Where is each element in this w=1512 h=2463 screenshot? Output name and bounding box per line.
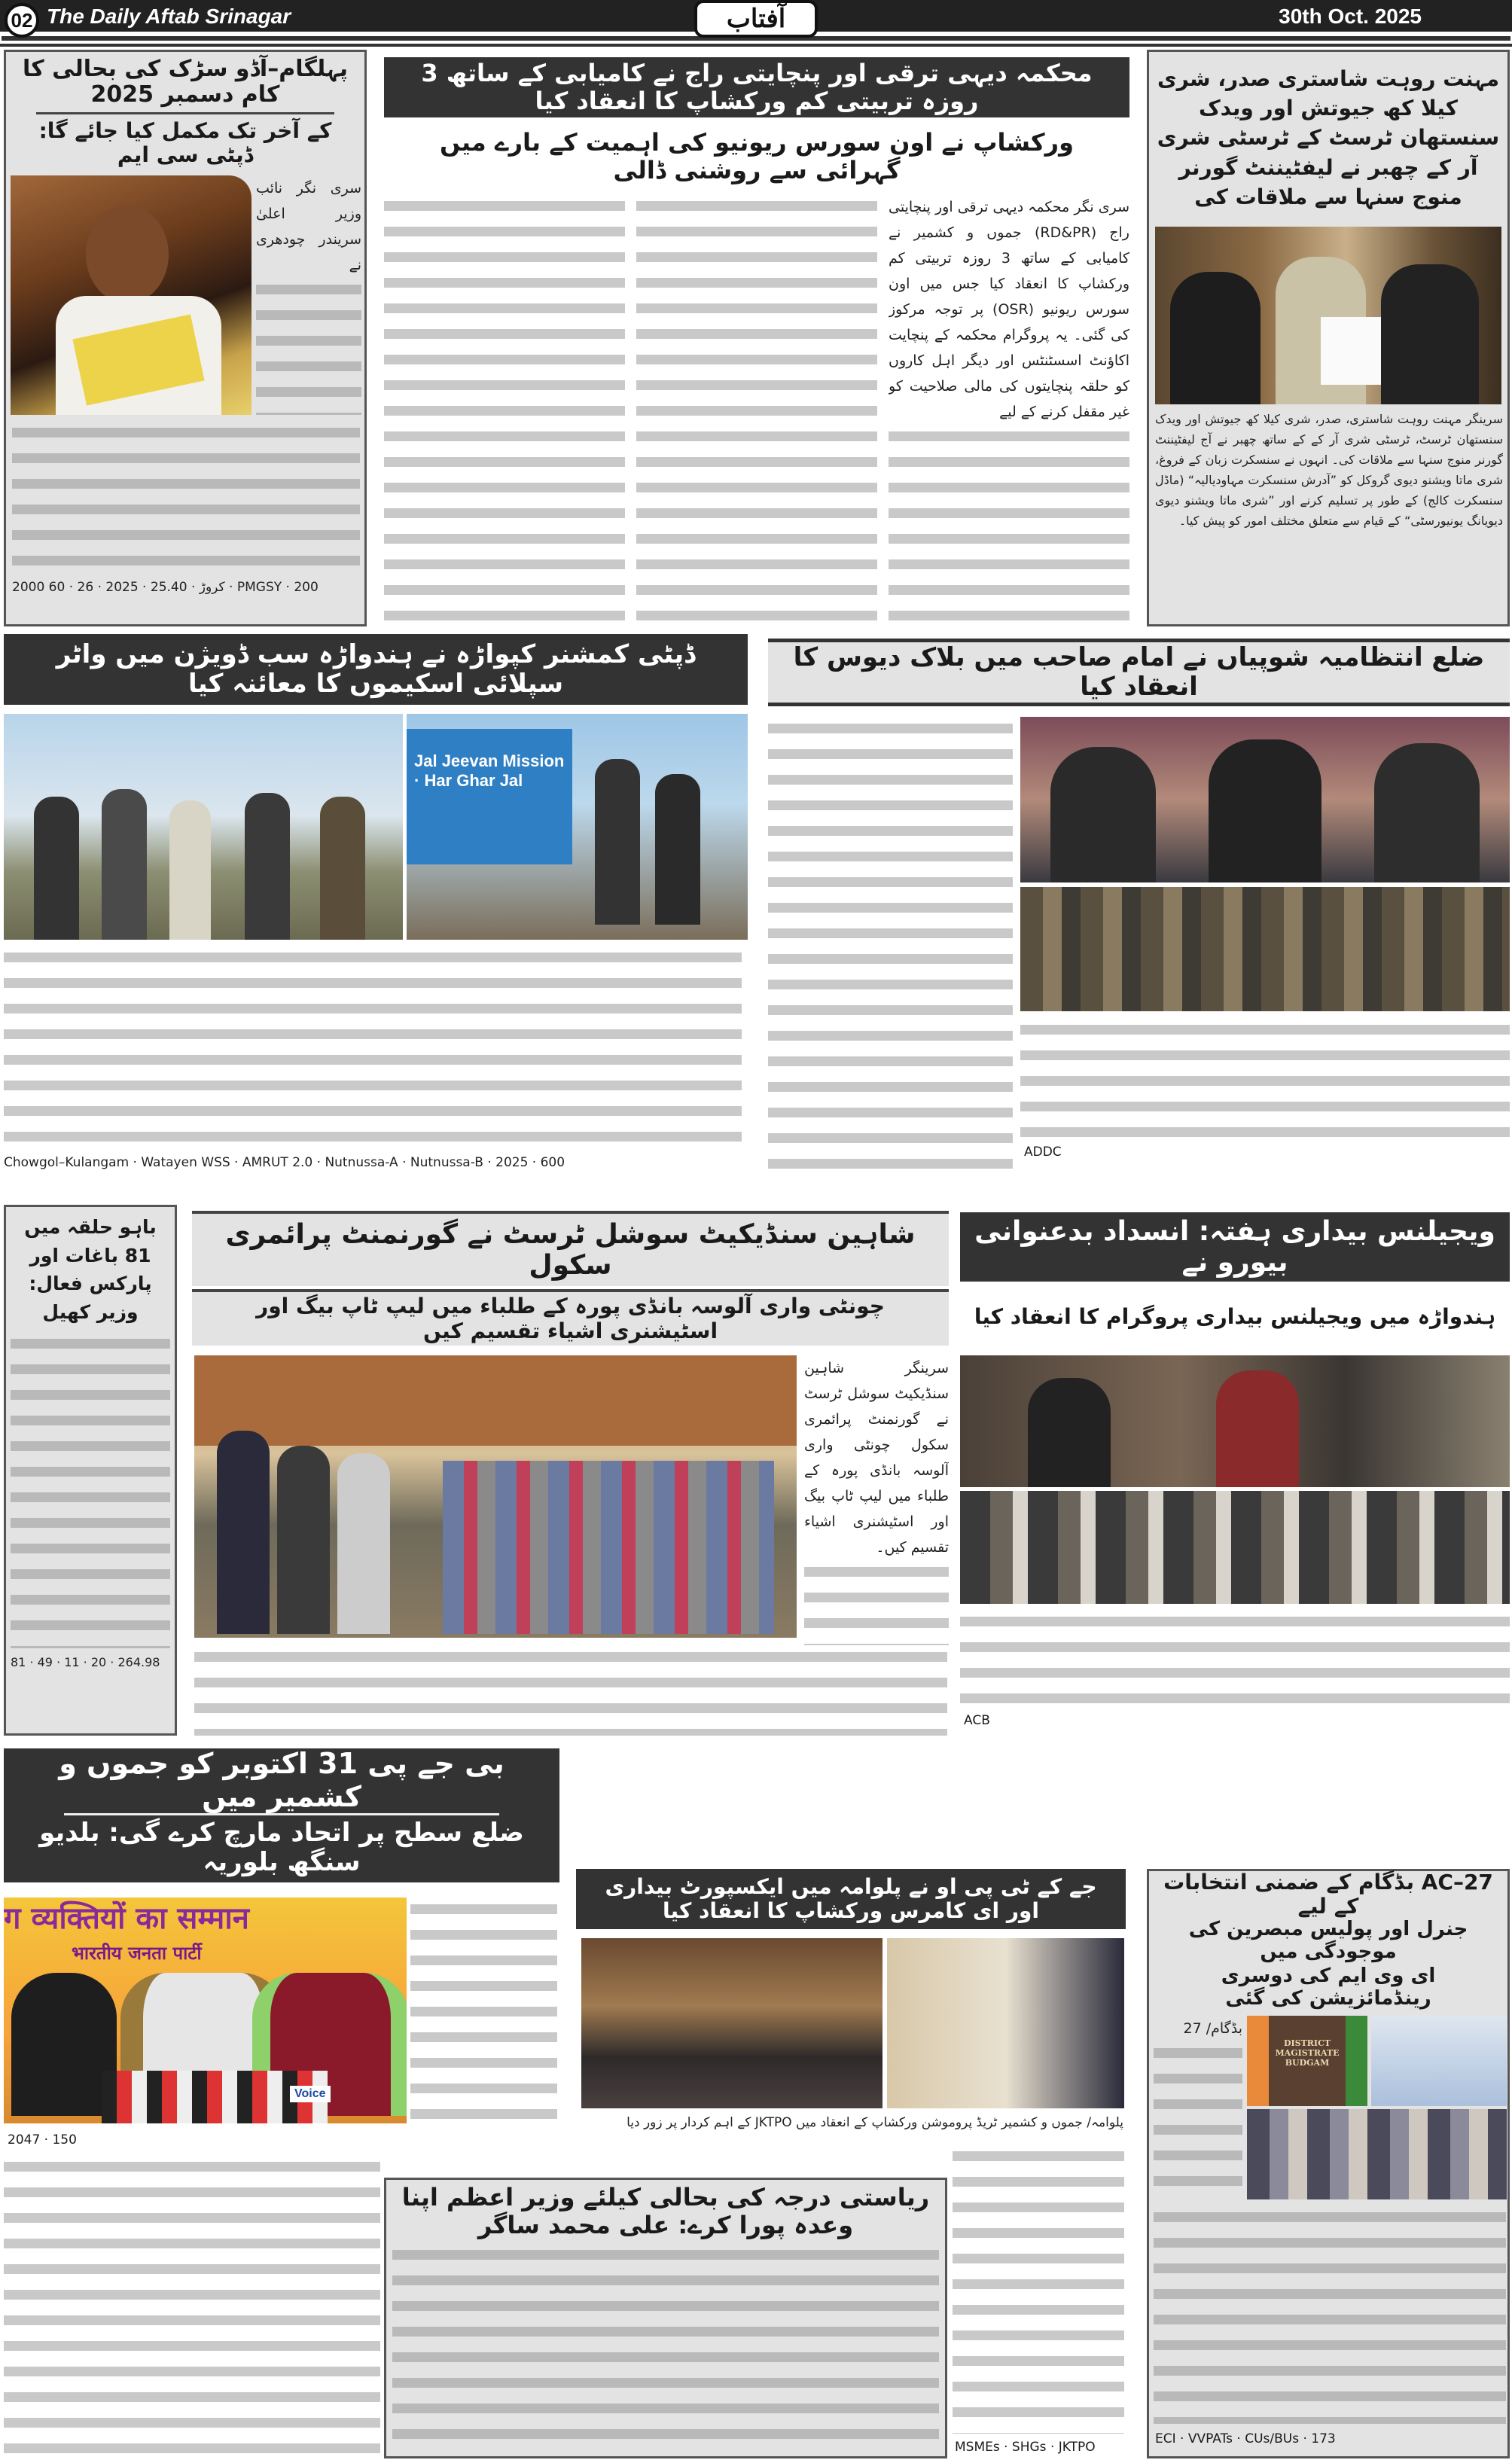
photo-vigilance-2 bbox=[960, 1491, 1510, 1604]
article-body-column bbox=[256, 175, 361, 415]
photo-inspection-1 bbox=[4, 714, 403, 940]
article-lead: سری نگر نائب وزیر اعلیٰ سریندر چودھری نے bbox=[256, 180, 361, 273]
photo-inspection-2 bbox=[407, 714, 748, 940]
headline-shopian: ضلع انتظامیہ شوپیاں نے امام صاحب میں بلاک دیوس کا انعقاد کیا bbox=[768, 639, 1510, 706]
mic-label: Voice bbox=[290, 2086, 331, 2102]
jal-jeevan-sign: Jal Jeevan Mission · Har Ghar Jal bbox=[407, 729, 572, 864]
header-rule bbox=[0, 44, 1512, 47]
photo-bjp-press bbox=[4, 1898, 407, 2123]
rdpr-col-1 bbox=[889, 194, 1129, 625]
headline-rdpr: محکمہ دیہی ترقی اور پنچایتی راج نے کامیابی کے ساتھ 3 روزہ تربیتی کم ورکشاپ کا انعقاد کیا bbox=[384, 57, 1129, 117]
headline: بی جے پی 31 اکتوبر کو جموں و کشمیر میں bbox=[59, 1747, 505, 1813]
shopian-body-2 bbox=[1020, 1018, 1510, 1139]
bjp-body-col bbox=[410, 1898, 557, 2123]
rdpr-col-3 bbox=[384, 194, 625, 625]
article-sagar bbox=[384, 2178, 947, 2458]
vigilance-terms: ACB bbox=[964, 1713, 990, 1728]
banner-text: ग व्यक्तियों का सम्मान bbox=[4, 1901, 249, 1936]
shopian-terms: ADDC bbox=[1024, 1145, 1062, 1160]
headline: AC–27 بڈگام کے ضمنی انتخابات کے لیے bbox=[1163, 1869, 1493, 1919]
kupwara-body bbox=[4, 946, 742, 1149]
budgam-terms: ECI · VVPATs · CUs/BUs · 173 bbox=[1155, 2431, 1336, 2446]
rdpr-col-2 bbox=[636, 194, 877, 625]
photo-deputy-cm bbox=[11, 175, 251, 415]
shopian-body bbox=[768, 717, 1013, 1169]
shaheen-body bbox=[804, 1355, 949, 1645]
article-body bbox=[12, 421, 360, 621]
headline-3: ای وی ایم کی دوسری رینڈمائزیشن کی گئی bbox=[1221, 1965, 1436, 2010]
photo-jktpo-1 bbox=[581, 1938, 883, 2108]
article-bahu bbox=[4, 1205, 177, 1736]
page-number: 02 bbox=[5, 3, 39, 38]
bjp-terms: 2047 · 150 bbox=[8, 2132, 77, 2148]
headline-jktpo: جے کے ٹی پی او نے پلوامہ میں ایکسپورٹ بیداری اور ای کامرس ورکشاپ کا انعقاد کیا bbox=[576, 1869, 1126, 1929]
subhead-vigilance: ہندواڑہ میں ویجیلنس بیداری پروگرام کا انعقاد کیا bbox=[974, 1304, 1496, 1330]
budgam-body bbox=[1154, 2205, 1506, 2424]
article-trust-meeting bbox=[1147, 50, 1510, 626]
photo-jktpo-2 bbox=[887, 1938, 1124, 2108]
subhead-rdpr: ورکشاپ نے اون سورس ریونیو کی اہمیت کے بارے میں گہرائی سے روشنی ڈالی bbox=[440, 128, 1074, 184]
subhead-shaheen: چونٹی واری آلوسہ بانڈی پورہ کے طلباء میں لیپ ٹاپ بیگ اور اسٹیشنری اشیاء تقسیم کیں bbox=[192, 1289, 949, 1346]
jktpo-terms: MSMEs · SHGs · JKTPO bbox=[955, 2440, 1096, 2455]
shaheen-body-2 bbox=[194, 1645, 947, 1736]
headline-sub: ضلع سطح پر اتحاد مارچ کرے گی: بلدیو سنگھ بلوریہ bbox=[39, 1817, 524, 1877]
headline-kupwara: ڈپٹی کمشنر کپواڑہ نے ہندواڑہ سب ڈویژن میں واٹر سپلائی اسکیموں کا معائنہ کیا bbox=[4, 634, 748, 705]
paper-name: The Daily Aftab Srinagar bbox=[47, 5, 291, 28]
headline-sub: کے آخر تک مکمل کیا جائے گا: ڈپٹی سی ایم bbox=[38, 117, 332, 167]
headline-2: جنرل اور پولیس مبصرین کی موجودگی میں bbox=[1188, 1918, 1468, 1963]
photo-randomisation-meeting bbox=[1247, 2109, 1507, 2199]
headline: ریاستی درجہ کی بحالی کیلئے وزیر اعظم اپنا وعدہ پورا کرے: علی محمد ساگر bbox=[401, 2183, 930, 2239]
headline-shaheen: شاہین سنڈیکیٹ سوشل ٹرسٹ نے گورنمنٹ پرائمری سکول bbox=[192, 1211, 949, 1286]
article-lead: سرینگر شاہین سنڈیکیٹ سوشل ٹرسٹ نے گورنمنٹ پرائمری سکول چونٹی واری آلوسہ بانڈی پورہ کے طلباء میں لیپ ٹاپ بیگ اور اسٹیشنری اشیاء تقسیم کیں۔ bbox=[804, 1355, 949, 1560]
headline-bjp-box bbox=[4, 1748, 559, 1882]
newspaper-logo: آفتاب bbox=[694, 0, 818, 38]
photo-screen bbox=[1371, 2016, 1507, 2106]
dm-sign-text: DISTRICT MAGISTRATE BUDGAM bbox=[1275, 2038, 1340, 2068]
vigilance-body bbox=[960, 1610, 1510, 1708]
bjp-body bbox=[4, 2155, 380, 2458]
article-lead: بڈگام/ 27 bbox=[1183, 2020, 1242, 2037]
kupwara-terms: Chowgol–Kulangam · Watayen WSS · AMRUT 2.0 · Nutnussa-A · Nutnussa-B · 2025 · 600 bbox=[4, 1155, 565, 1170]
photo-block-diwas-audience bbox=[1020, 887, 1510, 1011]
photo-lg-meeting bbox=[1155, 227, 1501, 404]
article-pahalgam bbox=[4, 50, 367, 626]
photo-block-diwas-officials bbox=[1020, 717, 1510, 882]
issue-date: 30th Oct. 2025 bbox=[1279, 5, 1422, 28]
headline-vigilance: ویجیلنس بیداری ہفتہ: انسداد بدعنوانی بیورو نے bbox=[960, 1212, 1510, 1282]
photo-vigilance-1 bbox=[960, 1355, 1510, 1487]
photo-caption: سرینگر مہنت روہت شاستری، صدر، شری کیلا کھ جیوتش اور ویدک سنستھان ٹرسٹ، ٹرسٹی شری آر کے کے ساتھ چھبر نے آج لیفٹیننٹ گورنر منوج سنہا سے ملاقات کی۔ انہوں نے سنسکرت زبان کے فروغ، شری ماتا ویشنو دیوی گروکل کو ”آدرش سنسکرت مہاودیالیہ“ (ماڈل سنسکرت کالج) کے طور پر تسلیم کرنے اور ”شری ماتا ویشنو دیوی دیویانگ یونیورسٹی“ کے قیام سے متعلق مختلف امور کو پیش کیا۔ bbox=[1155, 412, 1503, 528]
banner-party: भारतीय जनता पार्टी bbox=[72, 1943, 202, 1964]
article-budgam bbox=[1147, 1869, 1510, 2458]
jktpo-body bbox=[953, 2144, 1124, 2434]
headline: پہلگام–آڈو سڑک کی بحالی کا کام دسمبر 2025 bbox=[22, 55, 348, 108]
photo-dm-budgam-sign bbox=[1247, 2016, 1367, 2106]
article-figures: 81 · 49 · 11 · 20 · 264.98 bbox=[11, 1655, 160, 1669]
budgam-body-col bbox=[1154, 2016, 1242, 2200]
article-lead: سری نگر محکمہ دیہی ترقی اور پنچایتی راج (RD&PR) جموں و کشمیر نے کامیابی کے ساتھ 3 روزہ تربیتی کم ورکشاپ کا انعقاد کیا جس میں اون سورس ریونیو (OSR) پر توجہ مرکوز کی گئی۔ یہ پروگرام محکمہ کے پنچایت اکاؤنٹ اسسٹنٹس اور دیگر اہل کاروں کو حلقہ پنچایتوں کی مالی صلاحیت کو غیر مقفل کرنے کے لیے bbox=[889, 194, 1129, 425]
photo-caption: پلوامہ/ جموں و کشمیر ٹریڈ پروموشن ورکشاپ کے انعقاد میں JKTPO کے اہم کردار پر زور دیا bbox=[626, 2115, 1123, 2130]
headline: مہنت روہت شاستری صدر، شری کیلا کھ جیوتش اور ویدک سنستھان ٹرسٹ کے ٹرسٹی شری آر کے چھبر نے لیفٹیننٹ گورنر منوج سنہا سے ملاقات کی bbox=[1157, 66, 1500, 209]
photo-school-distribution bbox=[194, 1355, 797, 1638]
article-figures: 2000 کروڑ · 25.40 · 2025 · 26 · 60 · PMGSY · 200 bbox=[12, 580, 319, 595]
headline: باہو حلقہ میں 81 باغات اور پارکس فعال: وزیر کھیل bbox=[24, 1216, 157, 1323]
